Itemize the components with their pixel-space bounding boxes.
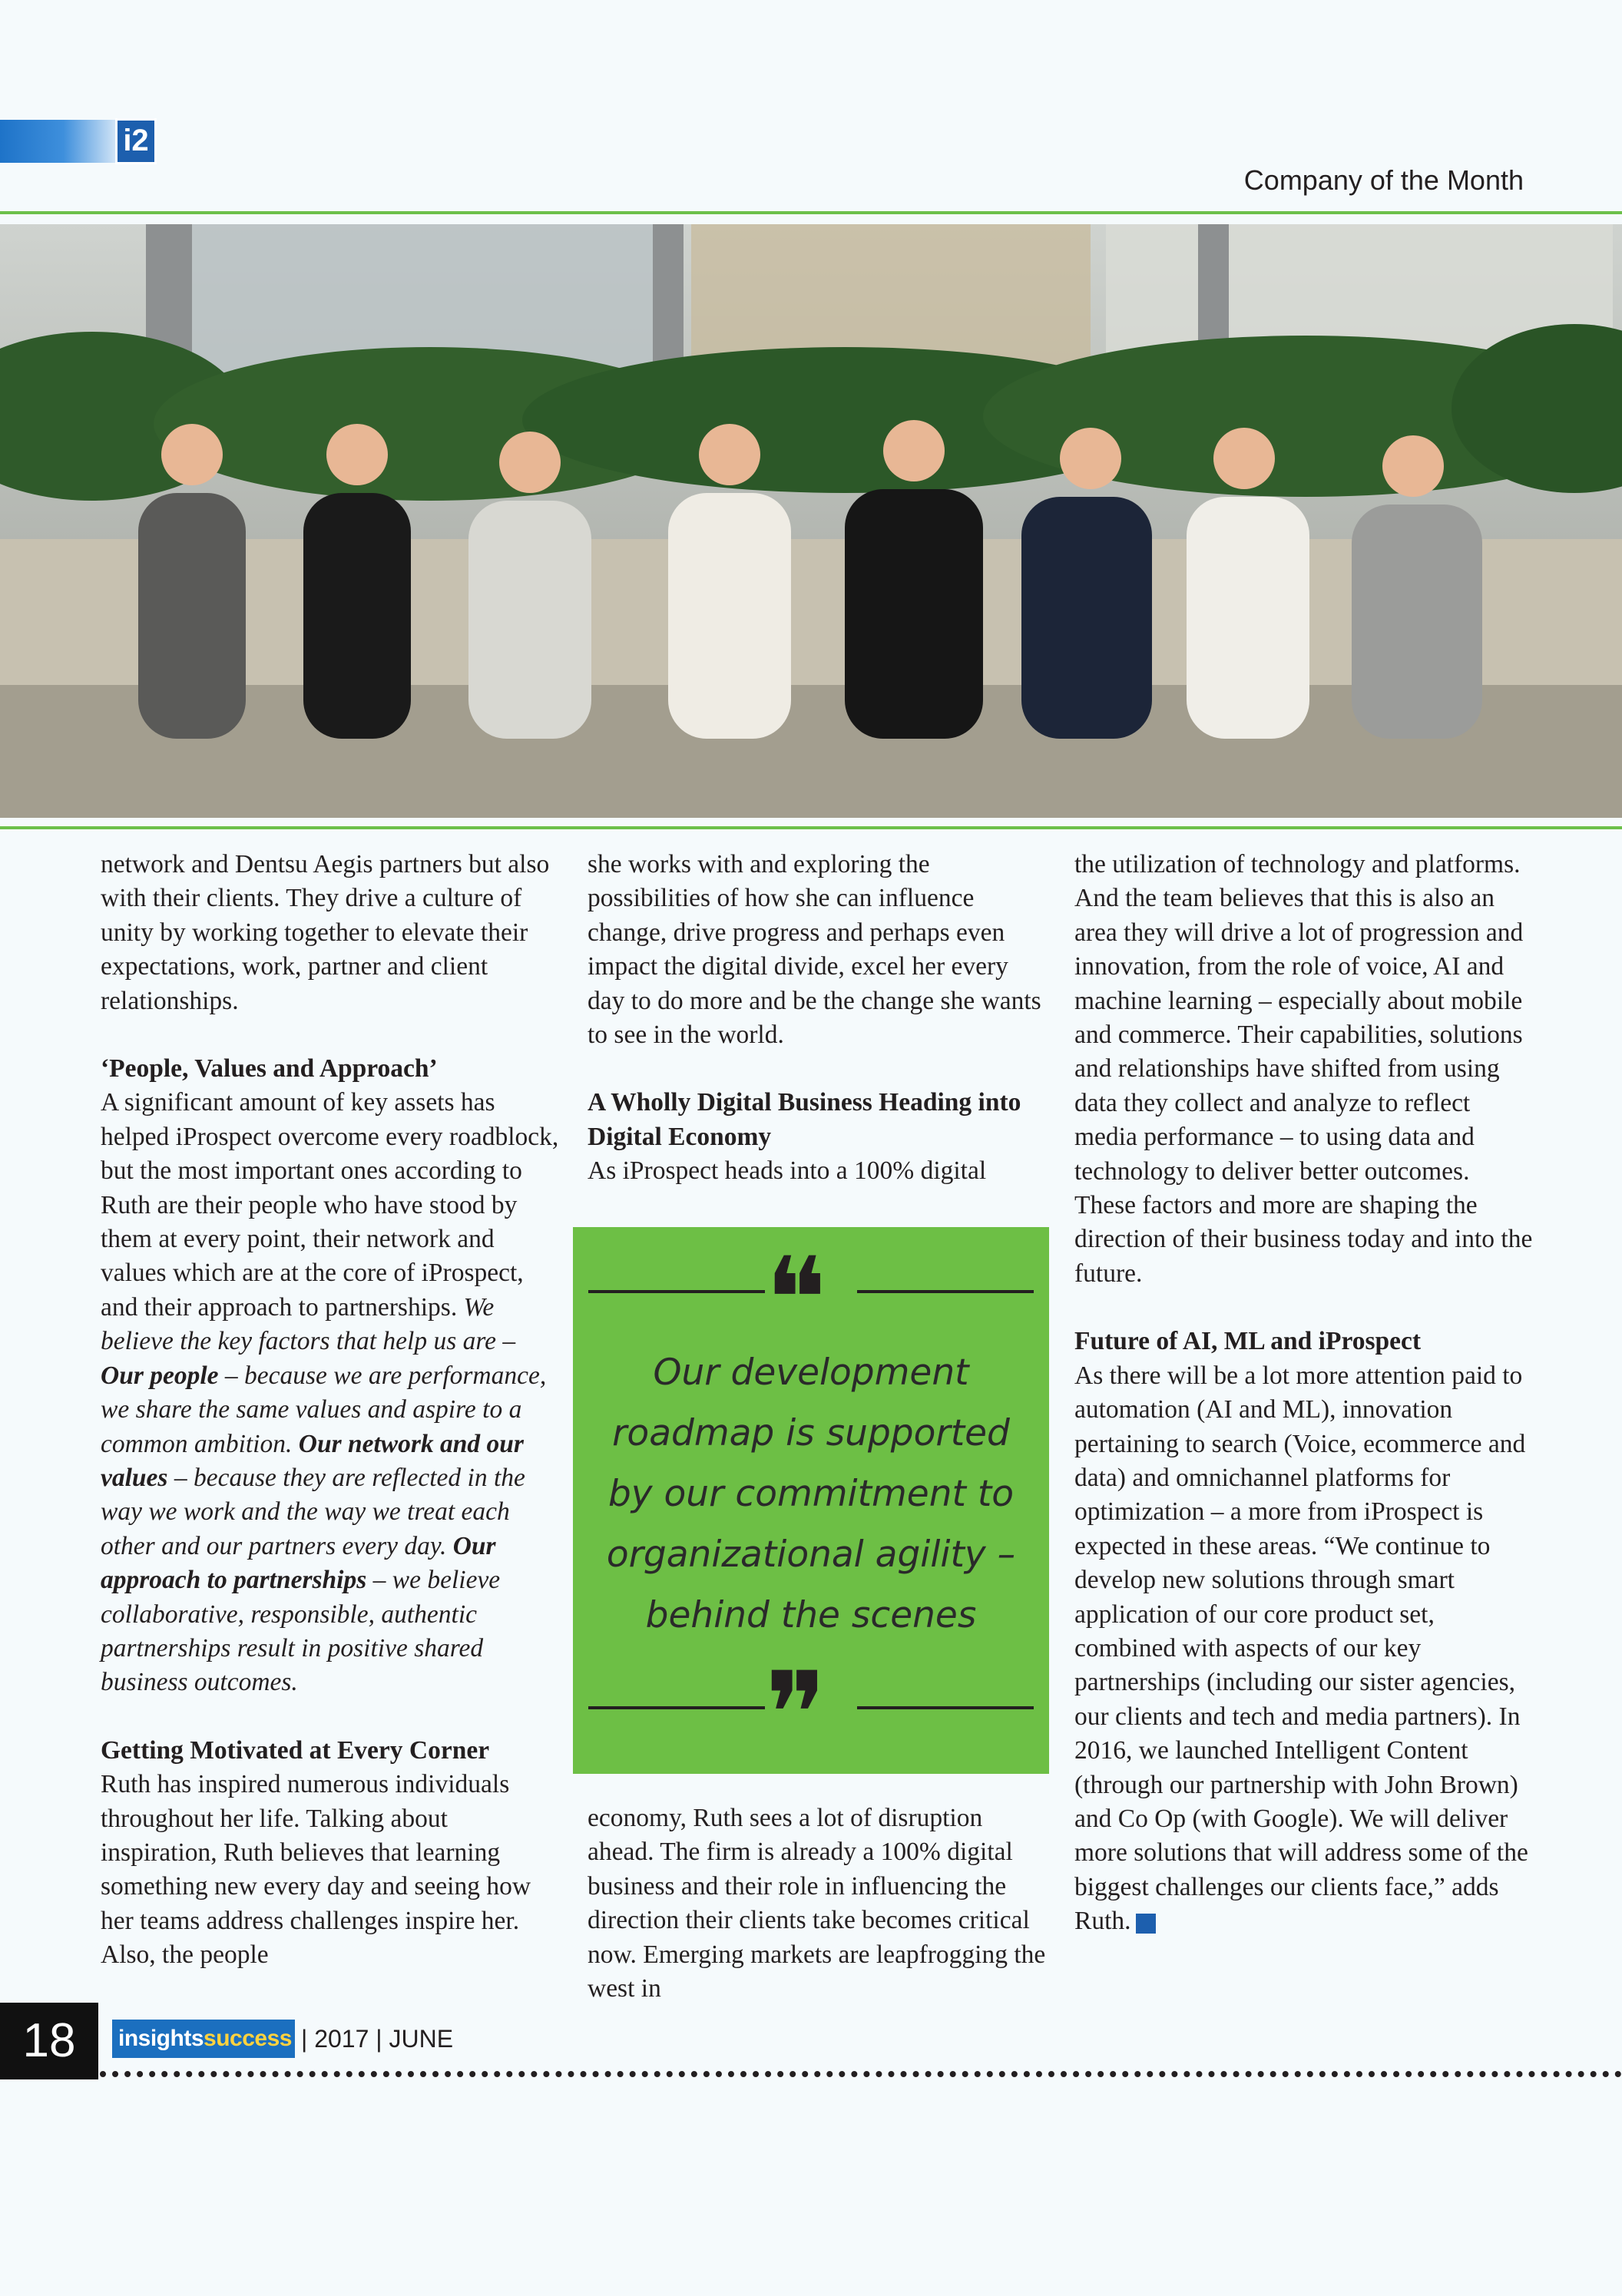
col1-heading-people-values: ‘People, Values and Approach’	[101, 1054, 438, 1083]
header-color-bar	[0, 120, 115, 163]
col2-paragraph-3: economy, Ruth sees a lot of disruption ahead. The firm is already a 100% digital business and their role in influencing the direction their clients take becomes critical now. Emerging markets are leapfrogging the west in	[588, 1804, 1046, 2003]
top-divider	[0, 211, 1622, 214]
magazine-logo-icon: i2	[115, 118, 157, 164]
col3-paragraph-2: As there will be a lot more attention paid to automation (AI and ML), innovation pertaining to search (Voice, ecommerce and data) and omnichannel platforms for optimization – a more from iProspect is expected in these areas. “We continue to develop new solutions through smart application of our core product set, combined with aspects of our key partnerships (including our sister agencies, our clients and tech and media partners). In 2016, we launched Intelligent Content (through our partnership with John Brown) and Co Op (with Google). We will deliver more solutions that will address some of the biggest challenges our clients face,” adds Ruth.	[1074, 1361, 1528, 1936]
page-number: 18	[0, 2003, 98, 2079]
issue-date: | 2017 | JUNE	[301, 2025, 454, 2053]
group-photo	[0, 224, 1622, 818]
quote-rule-top-right	[857, 1290, 1034, 1293]
photo-divider	[0, 826, 1622, 829]
article-column-2	[588, 848, 1048, 1189]
col3-heading-future-ai: Future of AI, ML and iProspect	[1074, 1327, 1422, 1356]
end-of-article-icon	[1136, 1914, 1156, 1934]
col2-heading-digital-business: A Wholly Digital Business Heading into Digital Economy	[588, 1088, 1021, 1151]
close-quote-icon: ❞	[765, 1648, 827, 1782]
col1-heading-motivated: Getting Motivated at Every Corner	[101, 1735, 490, 1765]
quote-rule-bottom-right	[857, 1706, 1034, 1709]
pull-quote-text: Our development roadmap is supported by our commitment to organizational agility – behind the scenes	[606, 1351, 1016, 1636]
pull-quote	[573, 1227, 1049, 1782]
article-column-1	[101, 848, 561, 1973]
col1-paragraph-1: network and Dentsu Aegis partners but also with their clients. They drive a culture of unity by working together to elevate their expectations, work, partner and client relationships.	[101, 850, 550, 1015]
open-quote-icon: ❝	[765, 1233, 827, 1367]
col2-paragraph-2: As iProspect heads into a 100% digital	[588, 1156, 987, 1186]
brand-logo: insightssuccess	[112, 2020, 295, 2058]
col1-paragraph-2: A significant amount of key assets has helped iProspect overcome every roadblock, but the most important ones according to Ruth are their people who have stood by them at every point, their network and values which are at the core of iProspect, and their approach to partnerships. We believe the key factors that help us are – Our people – because we are performance, we share the same values and aspire to a common ambition. Our network and our values – because they are reflected in the way we work and the way we treat each other and our partners every day. Our approach to partnerships – we believe collaborative, responsible, authentic partnerships result in positive shared business outcomes.	[101, 1088, 559, 1697]
quote-rule-bottom-left	[588, 1706, 765, 1709]
article-column-2-continued	[588, 1801, 1048, 2006]
quote-rule-top-left	[588, 1290, 765, 1293]
section-title: Company of the Month	[1243, 164, 1524, 196]
footer-dotted-rule	[100, 2071, 1622, 2077]
col2-paragraph-1: she works with and exploring the possibilities of how she can influence change, drive progress and perhaps even impact the digital divide, excel her every day to do more and be the change she wants to see in the world.	[588, 850, 1041, 1050]
col3-paragraph-1: the utilization of technology and platforms. And the team believes that this is also an area they will drive a lot of progression and innovation, from the role of voice, AI and machine learning – especially about mobile and commerce. Their capabilities, solutions and relationships have shifted from using data they collect and analyze to reflect media performance – to using data and technology to deliver better outcomes. These factors and more are shaping the direction of their business today and into the future.	[1074, 850, 1533, 1288]
col1-paragraph-3: Ruth has inspired numerous individuals throughout her life. Talking about inspiration, Ruth believes that learning something new every day and seeing how her teams address challenges inspire her. Also, the people	[101, 1770, 531, 1970]
article-column-3	[1074, 848, 1535, 1939]
